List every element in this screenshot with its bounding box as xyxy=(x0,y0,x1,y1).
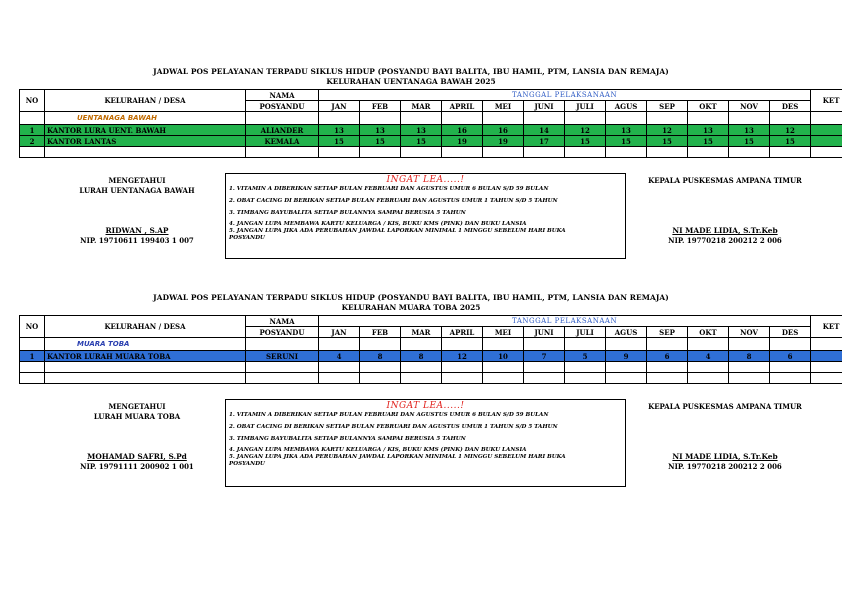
row-date: 15 xyxy=(729,136,770,147)
month-header: APRIL xyxy=(442,327,483,338)
lurah-nip: NIP. 19791111 200902 1 001 xyxy=(80,462,194,471)
sign-label: MENGETAHUI xyxy=(108,176,166,185)
month-header: JAN xyxy=(319,101,360,112)
row-date: 5 xyxy=(565,351,606,362)
row-date: 4 xyxy=(688,351,729,362)
row-date: 8 xyxy=(360,351,401,362)
row-date: 9 xyxy=(606,351,647,362)
row-date: 8 xyxy=(401,351,442,362)
month-header: FEB xyxy=(360,101,401,112)
table-row xyxy=(20,125,842,136)
month-header: MEI xyxy=(483,327,524,338)
area-row xyxy=(20,338,842,351)
month-header: NOV xyxy=(729,327,770,338)
row-date: 6 xyxy=(770,351,811,362)
reminder-box xyxy=(225,399,626,487)
month-header: FEB xyxy=(360,327,401,338)
reminder-item: POSYANDU xyxy=(229,235,265,241)
month-header: MAR xyxy=(401,327,442,338)
lurah-name: RIDWAN , S.AP xyxy=(105,226,169,235)
kepala-nip: NIP. 19770218 200212 2 006 xyxy=(668,462,782,471)
area-label: MUARA TOBA xyxy=(45,338,246,351)
reminder-item: 2. OBAT CACING DI BERIKAN SETIAP BULAN FEBRUARI DAN AGUSTUS UMUR 1 TAHUN S/D 5 TAHUN xyxy=(229,424,558,430)
month-header: JULI xyxy=(565,327,606,338)
kepala-signature-block xyxy=(630,402,820,472)
empty-row xyxy=(20,362,842,373)
col-tanggal-header: TANGGAL PELAKSANAAN xyxy=(319,316,811,327)
row-date: 13 xyxy=(606,125,647,136)
kepala-name: NI MADE LIDIA, S.Tr.Keb xyxy=(672,226,778,235)
row-date: 17 xyxy=(524,136,565,147)
row-date: 15 xyxy=(647,136,688,147)
row-date: 13 xyxy=(688,125,729,136)
reminder-item: 4. JANGAN LUPA MEMBAWA KARTU KELUARGA / KIS, BUKU KMS (PINK) DAN BUKU LANSIA xyxy=(229,221,527,227)
col-kelurahan-header: KELURAHAN / DESA xyxy=(45,90,246,112)
row-date: 7 xyxy=(524,351,565,362)
month-header: NOV xyxy=(729,101,770,112)
reminder-item: 3. TIMBANG BAYUBALITA SETIAP BULANNYA SAMPAI BERUSIA 5 TAHUN xyxy=(229,210,466,216)
empty-row xyxy=(20,373,842,384)
row-date: 13 xyxy=(401,125,442,136)
row-date: 15 xyxy=(401,136,442,147)
kepala-name: NI MADE LIDIA, S.Tr.Keb xyxy=(672,452,778,461)
col-no-header: NO xyxy=(20,316,45,338)
kepala-signature-block xyxy=(630,176,820,246)
row-date: 6 xyxy=(647,351,688,362)
month-header: MEI xyxy=(483,101,524,112)
month-header: AGUS xyxy=(606,327,647,338)
reminder-item: 1. VITAMIN A DIBERIKAN SETIAP BULAN FEBRUARI DAN AGUSTUS UMUR 6 BULAN S/D 59 BULAN xyxy=(229,186,549,192)
col-nama-header: NAMA xyxy=(246,90,319,101)
month-header: SEP xyxy=(647,327,688,338)
row-posyandu: KEMALA xyxy=(246,136,319,147)
row-kelurahan: KANTOR LURA UENT. BAWAH xyxy=(45,125,246,136)
month-header: JAN xyxy=(319,327,360,338)
row-date: 15 xyxy=(565,136,606,147)
month-header: MAR xyxy=(401,101,442,112)
kepala-nip: NIP. 19770218 200212 2 006 xyxy=(668,236,782,245)
row-kelurahan: KANTOR LANTAS xyxy=(45,136,246,147)
schedule-section-uentanaga xyxy=(19,67,840,158)
reminder-item: 4. JANGAN LUPA MEMBAWA KARTU KELUARGA / KIS, BUKU KMS (PINK) DAN BUKU LANSIA xyxy=(229,447,527,453)
month-header: OKT xyxy=(688,327,729,338)
month-header: APRIL xyxy=(442,101,483,112)
empty-row xyxy=(20,147,842,158)
reminder-item: POSYANDU xyxy=(229,461,265,467)
doc-title: JADWAL POS PELAYANAN TERPADU SIKLUS HIDUP (POSYANDU BAYI BALITA, IBU HAMIL, PTM, LANSIA DAN REMAJA) xyxy=(153,67,669,76)
area-row xyxy=(20,112,842,125)
row-no: 2 xyxy=(20,136,45,147)
reminder-title: INGAT LEA.....! xyxy=(386,175,465,185)
schedule-table xyxy=(19,89,842,158)
row-date: 13 xyxy=(360,125,401,136)
row-date: 15 xyxy=(606,136,647,147)
row-date: 12 xyxy=(565,125,606,136)
month-header: OKT xyxy=(688,101,729,112)
row-ket xyxy=(811,136,842,147)
kepala-label: KEPALA PUSKESMAS AMPANA TIMUR xyxy=(648,402,802,411)
row-date: 12 xyxy=(647,125,688,136)
lurah-signature-block xyxy=(37,402,237,472)
row-posyandu: ALIANDER xyxy=(246,125,319,136)
reminder-box xyxy=(225,173,626,259)
row-no: 1 xyxy=(20,351,45,362)
lurah-name: MOHAMAD SAFRI, S.Pd xyxy=(87,452,187,461)
month-header: JULI xyxy=(565,101,606,112)
col-ket-header: KET xyxy=(811,90,842,112)
row-posyandu: SERUNI xyxy=(246,351,319,362)
reminder-item: 3. TIMBANG BAYUBALITA SETIAP BULANNYA SAMPAI BERUSIA 5 TAHUN xyxy=(229,436,466,442)
row-date: 12 xyxy=(442,351,483,362)
row-date: 15 xyxy=(688,136,729,147)
reminder-item: 5. JANGAN LUPA JIKA ADA PERUBAHAN JAWDAL LAPORKAN MINIMAL 1 MINGGU SEBELUM HARI BUKA xyxy=(229,454,566,460)
table-row xyxy=(20,136,842,147)
area-label: UENTANAGA BAWAH xyxy=(45,112,246,125)
table-row xyxy=(20,351,842,362)
doc-title: JADWAL POS PELAYANAN TERPADU SIKLUS HIDUP (POSYANDU BAYI BALITA, IBU HAMIL, PTM, LANSIA DAN REMAJA) xyxy=(153,293,669,302)
reminder-item: 2. OBAT CACING DI BERIKAN SETIAP BULAN FEBRUARI DAN AGUSTUS UMUR 1 TAHUN S/D 5 TAHUN xyxy=(229,198,558,204)
reminder-item: 5. JANGAN LUPA JIKA ADA PERUBAHAN JAWDAL LAPORKAN MINIMAL 1 MINGGU SEBELUM HARI BUKA xyxy=(229,228,566,234)
row-date: 15 xyxy=(319,136,360,147)
row-date: 13 xyxy=(319,125,360,136)
doc-subtitle: KELURAHAN MUARA TOBA 2025 xyxy=(341,303,481,312)
month-header: DES xyxy=(770,101,811,112)
row-date: 16 xyxy=(483,125,524,136)
row-ket xyxy=(811,351,842,362)
col-tanggal-header: TANGGAL PELAKSANAAN xyxy=(319,90,811,101)
row-date: 8 xyxy=(729,351,770,362)
reminder-item: 1. VITAMIN A DIBERIKAN SETIAP BULAN FEBRUARI DAN AGUSTUS UMUR 6 BULAN S/D 59 BULAN xyxy=(229,412,549,418)
col-posyandu-header: POSYANDU xyxy=(246,327,319,338)
row-no: 1 xyxy=(20,125,45,136)
row-date: 4 xyxy=(319,351,360,362)
month-header: AGUS xyxy=(606,101,647,112)
schedule-section-muara-toba xyxy=(19,293,840,384)
row-ket xyxy=(811,125,842,136)
row-date: 14 xyxy=(524,125,565,136)
row-date: 19 xyxy=(442,136,483,147)
sign-label: LURAH MUARA TOBA xyxy=(93,412,181,421)
row-date: 13 xyxy=(729,125,770,136)
sign-label: LURAH UENTANAGA BAWAH xyxy=(79,186,195,195)
col-ket-header: KET xyxy=(811,316,842,338)
row-date: 16 xyxy=(442,125,483,136)
row-date: 19 xyxy=(483,136,524,147)
sign-label: MENGETAHUI xyxy=(108,402,166,411)
month-header: SEP xyxy=(647,101,688,112)
lurah-nip: NIP. 19710611 199403 1 007 xyxy=(80,236,194,245)
row-date: 12 xyxy=(770,125,811,136)
schedule-table xyxy=(19,315,842,384)
row-kelurahan: KANTOR LURAH MUARA TOBA xyxy=(45,351,246,362)
reminder-title: INGAT LEA.....! xyxy=(386,401,465,411)
col-posyandu-header: POSYANDU xyxy=(246,101,319,112)
col-no-header: NO xyxy=(20,90,45,112)
col-nama-header: NAMA xyxy=(246,316,319,327)
month-header: DES xyxy=(770,327,811,338)
doc-subtitle: KELURAHAN UENTANAGA BAWAH 2025 xyxy=(326,77,496,86)
month-header: JUNI xyxy=(524,101,565,112)
row-date: 15 xyxy=(360,136,401,147)
col-kelurahan-header: KELURAHAN / DESA xyxy=(45,316,246,338)
month-header: JUNI xyxy=(524,327,565,338)
lurah-signature-block xyxy=(37,176,237,246)
row-date: 10 xyxy=(483,351,524,362)
kepala-label: KEPALA PUSKESMAS AMPANA TIMUR xyxy=(648,176,802,185)
row-date: 15 xyxy=(770,136,811,147)
